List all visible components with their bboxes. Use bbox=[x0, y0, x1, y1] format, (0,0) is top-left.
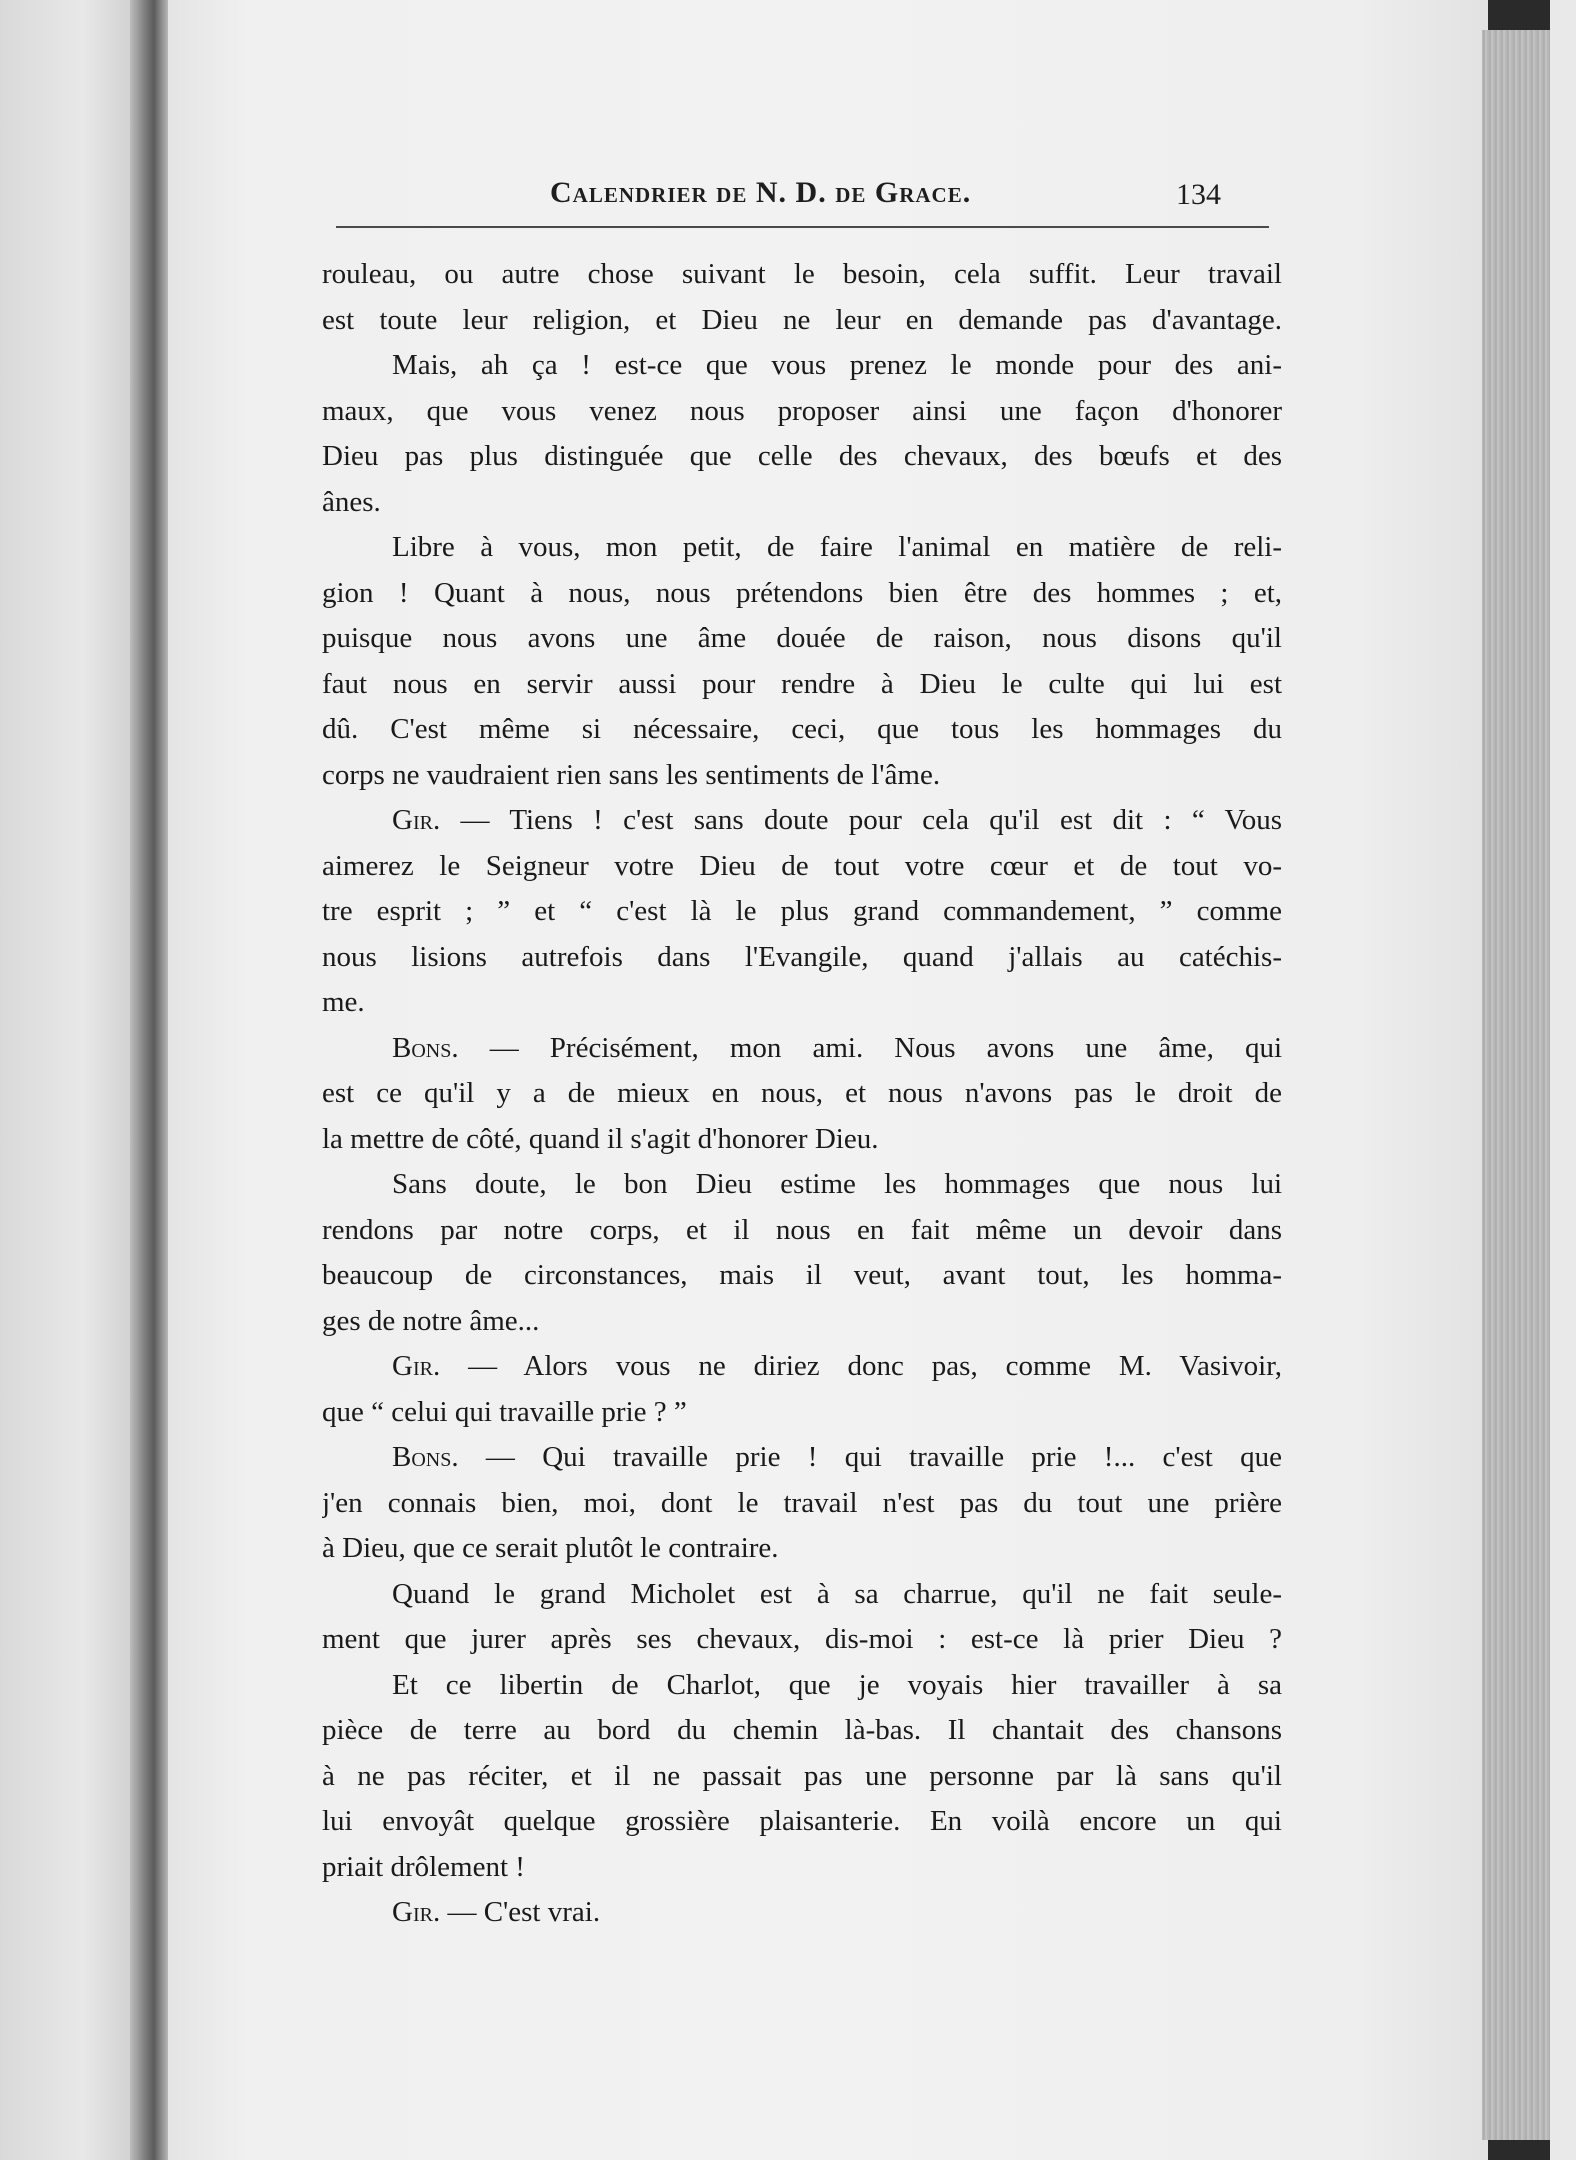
text-line: Bons. — Qui travaille prie ! qui travaille prie !... c'est que bbox=[392, 1441, 1282, 1473]
text-line: Gir. — C'est vrai. bbox=[392, 1896, 601, 1928]
text-line: gion ! Quant à nous, nous prétendons bien être des hommes ; et, bbox=[322, 576, 1282, 609]
text-line: ment que jurer après ses chevaux, dis-moi : est-ce là prier Dieu ? bbox=[322, 1623, 1282, 1655]
text-line: Mais, ah ça ! est-ce que vous prenez le monde pour des ani- bbox=[392, 349, 1282, 381]
text-line: Sans doute, le bon Dieu estime les hommages que nous lui bbox=[392, 1168, 1282, 1200]
text-line: Bons. — Précisément, mon ami. Nous avons une âme, qui bbox=[392, 1031, 1282, 1064]
text-line: Libre à vous, mon petit, de faire l'animal en matière de reli- bbox=[392, 531, 1282, 563]
text-line: est ce qu'il y a de mieux en nous, et nous n'avons pas le droit de bbox=[322, 1077, 1282, 1109]
text-line: à ne pas réciter, et il ne passait pas une personne par là sans qu'il bbox=[322, 1759, 1282, 1792]
running-head bbox=[336, 176, 1269, 226]
text-line: maux, que vous venez nous proposer ainsi une façon d'honorer bbox=[322, 394, 1282, 427]
text-line: lui envoyât quelque grossière plaisanterie. En voilà encore un qui bbox=[322, 1805, 1282, 1837]
text-line: j'en connais bien, moi, dont le travail n'est pas du tout une prière bbox=[322, 1486, 1282, 1519]
text-line: dû. C'est même si nécessaire, ceci, que tous les hommages du bbox=[322, 713, 1282, 745]
text-line: Dieu pas plus distinguée que celle des chevaux, des bœufs et des bbox=[322, 440, 1282, 472]
page-number: 134 bbox=[1176, 178, 1221, 211]
text-line: nous lisions autrefois dans l'Evangile, quand j'allais au catéchis- bbox=[322, 940, 1282, 973]
speaker-label: Gir. bbox=[392, 1896, 441, 1928]
speaker-label: Bons. bbox=[392, 1441, 459, 1473]
text-line: beaucoup de circonstances, mais il veut, avant tout, les homma- bbox=[322, 1259, 1282, 1291]
speaker-label: Bons. bbox=[392, 1031, 459, 1064]
text-line: me. bbox=[322, 986, 365, 1018]
header-rule bbox=[336, 226, 1269, 228]
text-line: que “ celui qui travaille prie ? ” bbox=[322, 1395, 687, 1428]
text-line: Gir. — Alors vous ne diriez donc pas, comme M. Vasivoir, bbox=[392, 1350, 1282, 1382]
text-line: faut nous en servir aussi pour rendre à Dieu le culte qui lui est bbox=[322, 667, 1282, 700]
body-text bbox=[322, 252, 1282, 1936]
text-line: est toute leur religion, et Dieu ne leur en demande pas d'avantage. bbox=[322, 303, 1282, 336]
text-line: à Dieu, que ce serait plutôt le contraire. bbox=[322, 1532, 779, 1564]
speaker-label: Gir. bbox=[392, 804, 441, 836]
text-line: rouleau, ou autre chose suivant le besoin, cela suffit. Leur travail bbox=[322, 258, 1282, 290]
text-line: corps ne vaudraient rien sans les sentiments de l'âme. bbox=[322, 758, 941, 791]
speaker-label: Gir. bbox=[392, 1350, 441, 1382]
text-line: priait drôlement ! bbox=[322, 1850, 525, 1883]
running-title: Calendrier de N. D. de Grace. bbox=[550, 176, 972, 209]
text-line: pièce de terre au bord du chemin là-bas. Il chantait des chansons bbox=[322, 1714, 1282, 1746]
text-line: ânes. bbox=[322, 485, 381, 518]
text-line: ges de notre âme... bbox=[322, 1304, 540, 1337]
text-line: puisque nous avons une âme douée de raison, nous disons qu'il bbox=[322, 622, 1282, 654]
scan-margin bbox=[1550, 0, 1576, 2160]
text-line: Quand le grand Micholet est à sa charrue, qu'il ne fait seule- bbox=[392, 1577, 1282, 1610]
book-gutter bbox=[130, 0, 170, 2160]
page-edges bbox=[1482, 30, 1554, 2140]
text-line: aimerez le Seigneur votre Dieu de tout votre cœur et de tout vo- bbox=[322, 849, 1282, 882]
text-line: la mettre de côté, quand il s'agit d'honorer Dieu. bbox=[322, 1122, 879, 1155]
facing-page-edge bbox=[0, 0, 138, 2160]
text-line: Et ce libertin de Charlot, que je voyais hier travailler à sa bbox=[392, 1668, 1282, 1701]
text-line: tre esprit ; ” et “ c'est là le plus grand commandement, ” comme bbox=[322, 895, 1282, 927]
text-line: rendons par notre corps, et il nous en fait même un devoir dans bbox=[322, 1213, 1282, 1246]
text-line: Gir. — Tiens ! c'est sans doute pour cela qu'il est dit : “ Vous bbox=[392, 804, 1282, 836]
